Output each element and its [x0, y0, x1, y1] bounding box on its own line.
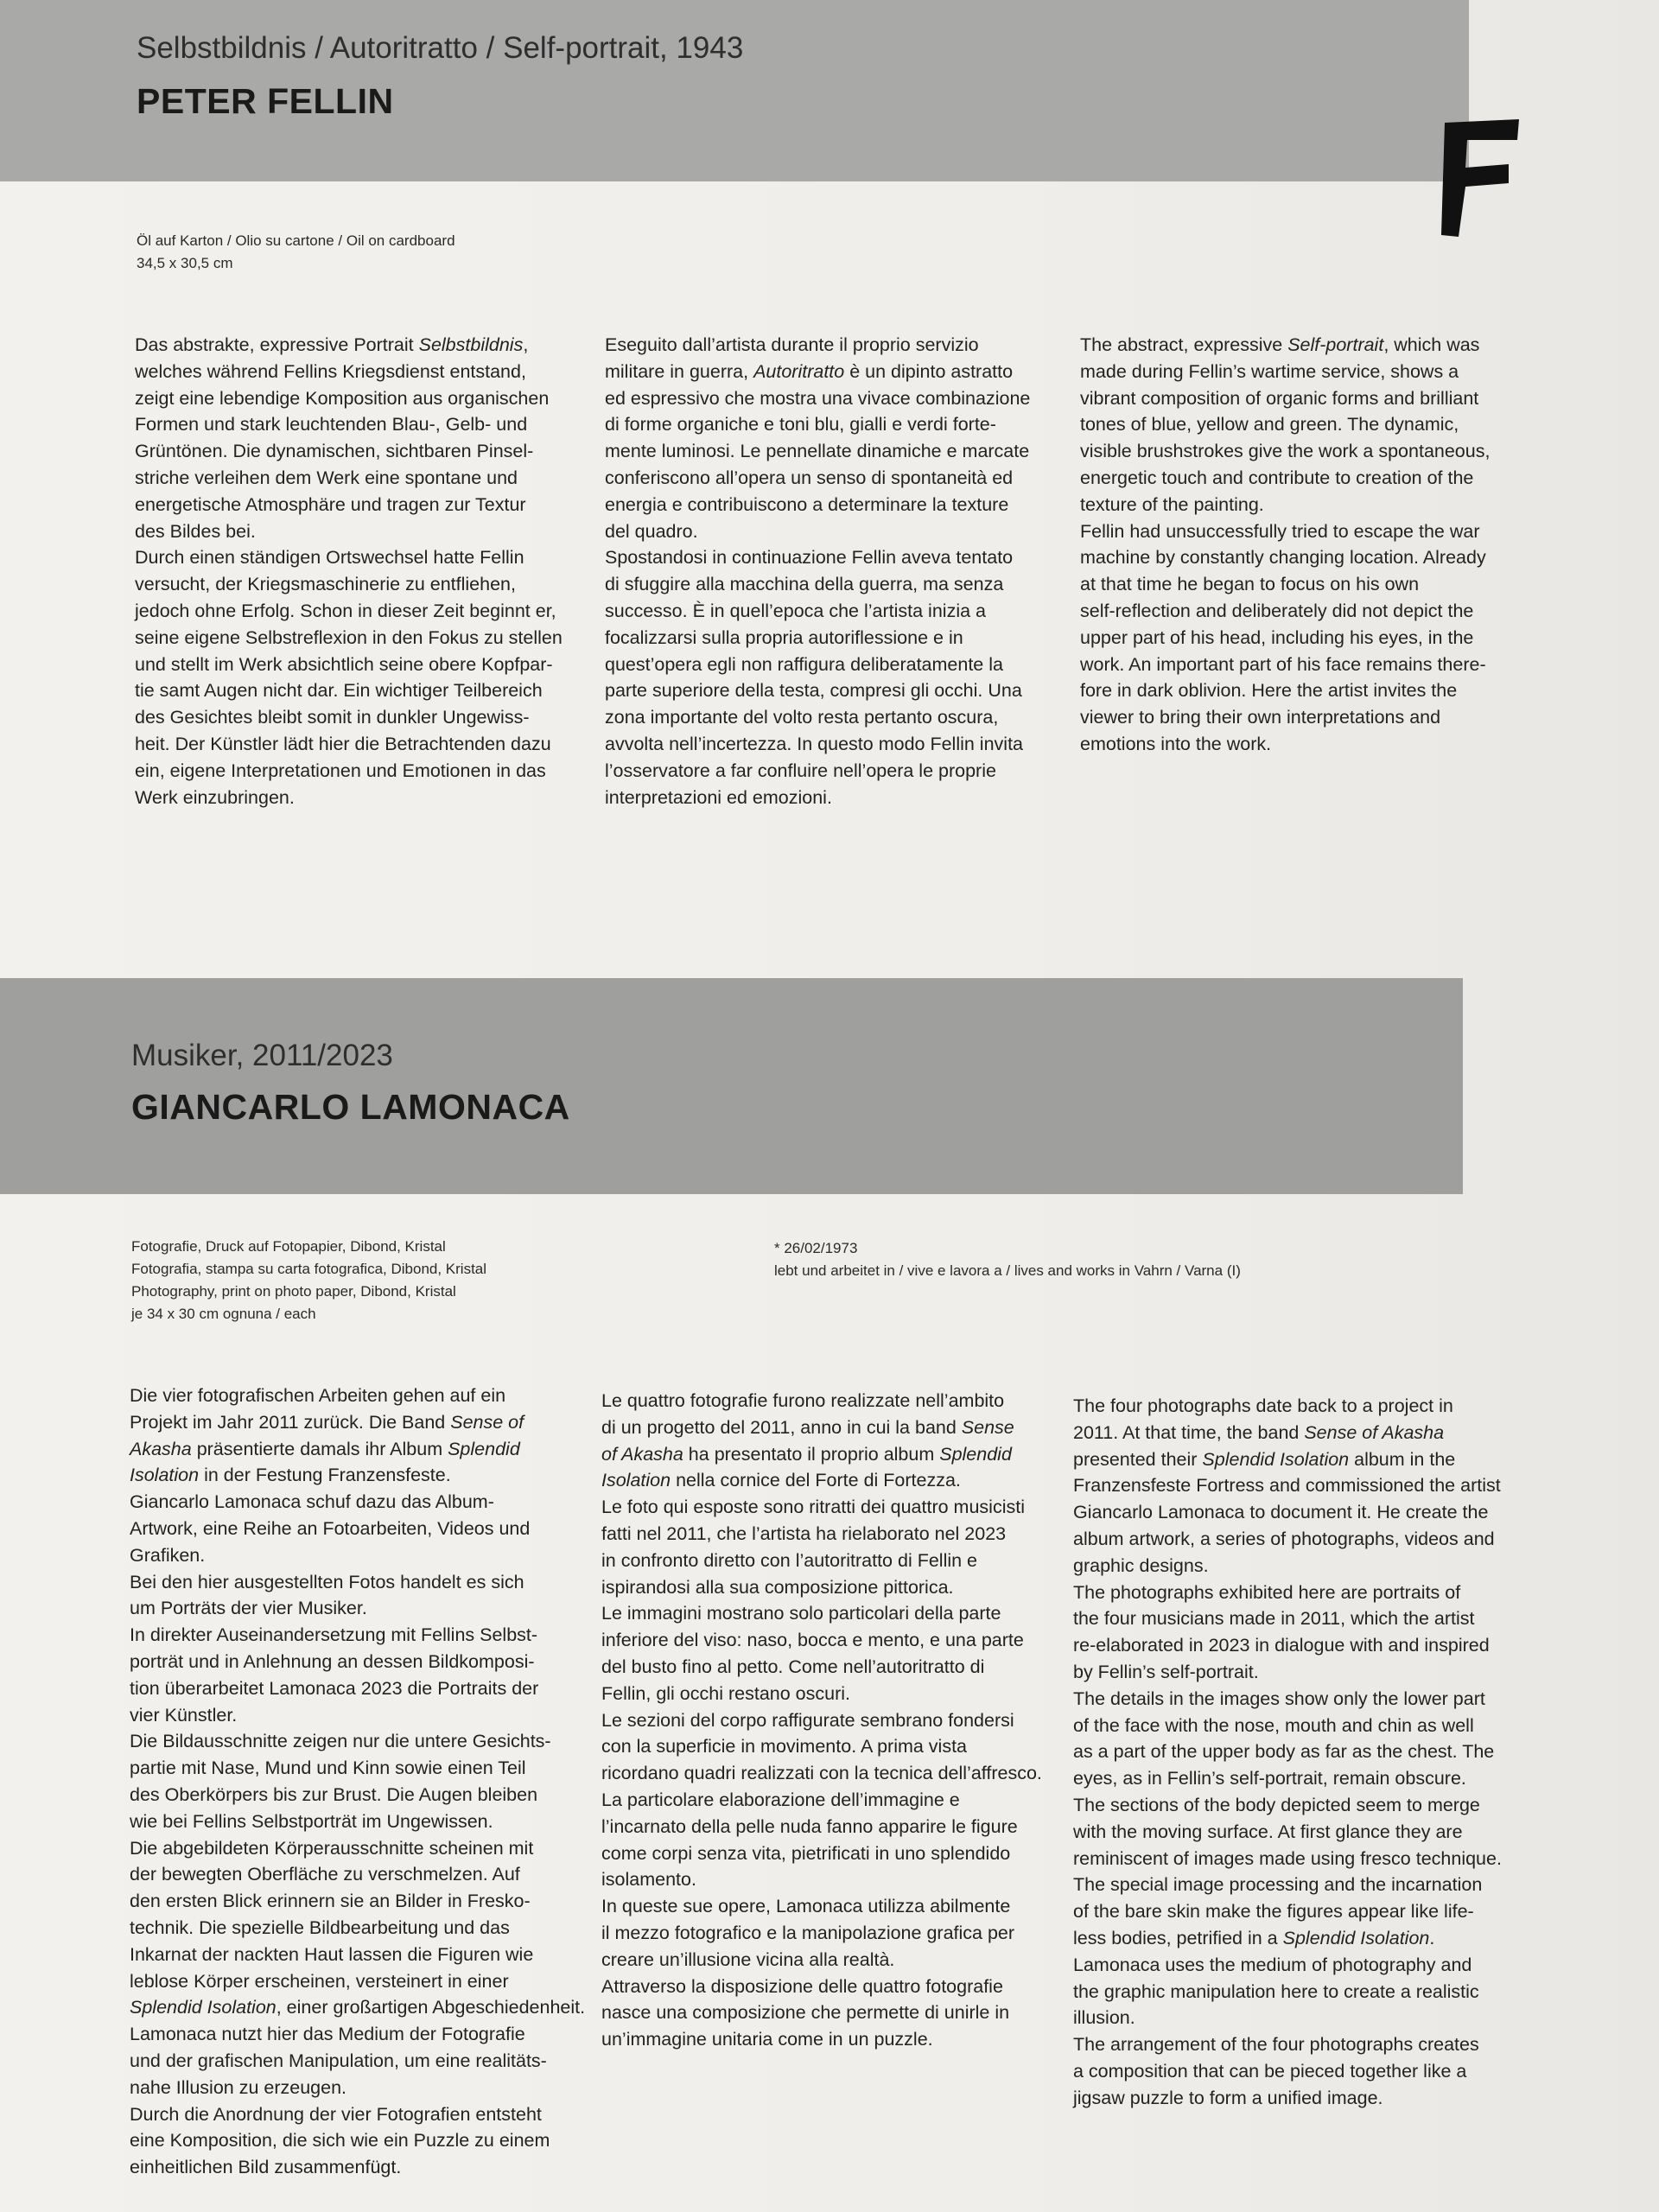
text-line: Lamonaca nutzt hier das Medium der Fotografie [130, 2024, 525, 2045]
text-line: self-reflection and deliberately did not depict the [1080, 600, 1474, 621]
text-line: eine Komposition, die sich wie ein Puzzle zu einem [130, 2130, 550, 2152]
text-line: Le foto qui esposte sono ritratti dei quattro musicisti [601, 1497, 1025, 1518]
text-line: machine by constantly changing location. Already [1080, 547, 1486, 569]
text-line: l’incarnato della pelle nuda fanno apparire le figure [601, 1815, 1018, 1837]
text-line: tion überarbeitet Lamonaca 2023 die Portraits der [130, 1677, 539, 1699]
text-line: La particolare elaborazione dell’immagine e [601, 1789, 960, 1810]
text-column-en [1080, 332, 1490, 758]
text-line: di un progetto del 2011, anno in cui la band Sense [601, 1416, 1014, 1438]
text-line: viewer to bring their own interpretations and [1080, 707, 1441, 728]
artwork-subtitle: Selbstbildnis / Autoritratto / Self-portrait, 1943 [137, 31, 744, 65]
text-line: den ersten Blick erinnern sie an Bilder in Fresko- [130, 1891, 531, 1912]
text-line: energetische Atmosphäre und tragen zur Textur [135, 493, 526, 515]
text-line: der bewegten Oberfläche zu verschmelzen. Auf [130, 1864, 520, 1885]
text-line: the four musicians made in 2011, which the artist [1073, 1608, 1475, 1630]
text-line: Akasha präsentierte damals ihr Album Splendid [130, 1438, 520, 1459]
text-line: The four photographs date back to a project in [1073, 1395, 1453, 1416]
text-line: Durch einen ständigen Ortswechsel hatte Fellin [135, 547, 524, 569]
text-line: The details in the images show only the lower part [1073, 1688, 1485, 1709]
text-line: The sections of the body depicted seem to merge [1073, 1794, 1480, 1815]
text-line: The photographs exhibited here are portraits of [1073, 1581, 1461, 1603]
text-line: The arrangement of the four photographs creates [1073, 2034, 1479, 2056]
text-line: as a part of the upper body as far as the chest. The [1073, 1741, 1495, 1763]
artist-bio-meta [774, 1237, 1241, 1282]
text-line: vibrant composition of organic forms and brilliant [1080, 387, 1479, 409]
text-line: und der grafischen Manipulation, um eine realitäts- [130, 2050, 547, 2071]
text-line: ed espressivo che mostra una vivace combinazione [605, 387, 1031, 409]
text-line: texture of the painting. [1080, 493, 1264, 515]
text-line: Das abstrakte, expressive Portrait Selbstbildnis, [135, 334, 529, 355]
header-band-lamonaca [0, 978, 1463, 1194]
text-line: zeigt eine lebendige Komposition aus organischen [135, 387, 550, 409]
text-line: presented their Splendid Isolation album in the [1073, 1448, 1456, 1470]
text-line: Eseguito dall’artista durante il proprio servizio [605, 334, 979, 355]
text-line: successo. È in quell’epoca che l’artista inizia a [605, 600, 986, 621]
text-line: Le quattro fotografie furono realizzate nell’ambito [601, 1390, 1005, 1411]
text-line: Durch die Anordnung der vier Fotografien entsteht [130, 2103, 542, 2125]
text-line: Die abgebildeten Körperausschnitte scheinen mit [130, 1837, 534, 1859]
text-line: ricordano quadri realizzati con la tecnica dell’affresco. [601, 1763, 1042, 1784]
f-logo-icon [1433, 114, 1529, 242]
text-line: with the moving surface. At first glance they are [1073, 1821, 1463, 1842]
text-line: upper part of his head, including his eyes, in the [1080, 626, 1474, 648]
text-line: di forme organiche e toni blu, gialli e verdi forte- [605, 414, 996, 435]
text-line: in confronto diretto con l’autoritratto di Fellin e [601, 1549, 978, 1571]
meta-line: Photography, print on photo paper, Dibond, Kristal [131, 1283, 456, 1300]
text-line: the graphic manipulation here to create a realistic [1073, 1980, 1479, 2002]
text-line: porträt und in Anlehnung an dessen Bildkomposi- [130, 1650, 535, 1672]
text-line: jigsaw puzzle to form a unified image. [1073, 2087, 1383, 2108]
text-line: um Porträts der vier Musiker. [130, 1598, 367, 1619]
text-line: graphic designs. [1073, 1554, 1209, 1576]
text-line: focalizzarsi sulla propria autoriflessione e in [605, 626, 963, 648]
text-line: Grüntönen. Die dynamischen, sichtbaren Pinsel- [135, 441, 534, 462]
text-line: Le sezioni del corpo raffigurate sembrano fondersi [601, 1709, 1014, 1731]
text-line: The abstract, expressive Self-portrait, which was [1080, 334, 1480, 355]
text-line: visible brushstrokes give the work a spontaneous, [1080, 441, 1491, 462]
text-line: Giancarlo Lamonaca to document it. He create the [1073, 1502, 1489, 1523]
text-line: album artwork, a series of photographs, videos and [1073, 1528, 1495, 1549]
text-line: of Akasha ha presentato il proprio album Splendid [601, 1443, 1012, 1465]
text-line: einheitlichen Bild zusammenfügt. [130, 2157, 402, 2178]
text-line: Projekt im Jahr 2011 zurück. Die Band Sense of [130, 1411, 524, 1433]
text-line: Isolation in der Festung Franzensfeste. [130, 1465, 451, 1486]
text-line: 2011. At that time, the band Sense of Akasha [1073, 1421, 1445, 1443]
text-line: un’immagine unitaria come in un puzzle. [601, 2029, 933, 2050]
text-line: energia e contribuiscono a determinare la texture [605, 493, 1009, 515]
text-line: In queste sue opere, Lamonaca utilizza abilmente [601, 1896, 1011, 1917]
text-line: Giancarlo Lamonaca schuf dazu das Album- [130, 1491, 494, 1513]
text-line: In direkter Auseinandersetzung mit Fellins Selbst- [130, 1624, 538, 1646]
text-line: partie mit Nase, Mund und Kinn sowie einen Teil [130, 1758, 526, 1779]
text-line: welches während Fellins Kriegsdienst entstand, [135, 360, 526, 382]
text-line: creare un’illusione vicina alla realtà. [601, 1948, 895, 1970]
meta-line: lebt und arbeitet in / vive e lavora a / lives and works in Vahrn / Varna (I) [774, 1262, 1241, 1279]
text-line: re-elaborated in 2023 in dialogue with and inspired [1073, 1635, 1490, 1656]
text-line: di sfuggire alla macchina della guerra, ma senza [605, 574, 1004, 595]
text-line: illusion. [1073, 2007, 1135, 2029]
text-line: less bodies, petrified in a Splendid Isolation. [1073, 1927, 1435, 1948]
text-line: avvolta nell’incertezza. In questo modo Fellin invita [605, 733, 1024, 754]
text-line: militare in guerra, Autoritratto è un dipinto astratto [605, 360, 1014, 382]
text-line: Splendid Isolation, einer großartigen Abgeschiedenheit. [130, 1997, 586, 2018]
text-line: by Fellin’s self-portrait. [1073, 1661, 1259, 1682]
text-line: del quadro. [605, 520, 698, 542]
meta-line: Fotografia, stampa su carta fotografica, Dibond, Kristal [131, 1261, 487, 1277]
artwork-meta [137, 230, 455, 275]
text-line: of the bare skin make the figures appear like life- [1073, 1901, 1474, 1923]
artist-name: PETER FELLIN [137, 81, 394, 121]
text-line: come corpi senza vita, pietrificati in uno splendido [601, 1842, 1011, 1864]
text-line: energetic touch and contribute to creation of the [1080, 467, 1474, 488]
text-column-en [1073, 1393, 1502, 2112]
text-line: mente luminosi. Le pennellate dinamiche e marcate [605, 441, 1030, 462]
text-line: ein, eigene Interpretationen und Emotionen in das [135, 760, 546, 781]
text-line: Fellin, gli occhi restano oscuri. [601, 1682, 850, 1704]
artist-name: GIANCARLO LAMONACA [131, 1087, 570, 1127]
text-line: ispirandosi alla sua composizione pittorica. [601, 1576, 954, 1598]
text-line: Bei den hier ausgestellten Fotos handelt es sich [130, 1571, 524, 1592]
text-line: l’osservatore a far confluire nell’opera le proprie [605, 760, 996, 781]
text-line: tie samt Augen nicht dar. Ein wichtiger Teilbereich [135, 680, 543, 702]
text-line: des Bildes bei. [135, 520, 256, 542]
text-line: of the face with the nose, mouth and chin as well [1073, 1714, 1474, 1736]
meta-line: * 26/02/1973 [774, 1240, 858, 1256]
text-line: Fellin had unsuccessfully tried to escape the war [1080, 520, 1480, 542]
text-line: heit. Der Künstler lädt hier die Betrachtenden dazu [135, 733, 551, 754]
meta-line: Fotografie, Druck auf Fotopapier, Dibond, Kristal [131, 1238, 446, 1255]
text-line: The special image processing and the incarnation [1073, 1874, 1483, 1896]
text-line: eyes, as in Fellin’s self-portrait, remain obscure. [1073, 1768, 1466, 1789]
meta-line: Öl auf Karton / Olio su cartone / Oil on cardboard [137, 232, 455, 249]
text-line: Artwork, eine Reihe an Fotoarbeiten, Videos und [130, 1517, 531, 1539]
artwork-meta [131, 1236, 486, 1325]
text-line: Die vier fotografischen Arbeiten gehen auf ein [130, 1385, 506, 1406]
text-line: vier Künstler. [130, 1704, 238, 1726]
text-column-de [130, 1382, 585, 2181]
text-line: parte superiore della testa, compresi gli occhi. Una [605, 680, 1022, 702]
text-line: Franzensfeste Fortress and commissioned the artist [1073, 1475, 1501, 1497]
text-column-it [605, 332, 1030, 810]
artwork-subtitle: Musiker, 2011/2023 [131, 1039, 393, 1072]
text-line: tones of blue, yellow and green. The dynamic, [1080, 414, 1459, 435]
meta-line: je 34 x 30 cm ognuna / each [131, 1306, 316, 1322]
text-line: isolamento. [601, 1869, 696, 1891]
text-column-it [601, 1388, 1042, 2053]
text-line: emotions into the work. [1080, 733, 1272, 754]
text-line: Grafiken. [130, 1544, 206, 1566]
text-line: technik. Die spezielle Bildbearbeitung und das [130, 1916, 510, 1938]
text-line: Spostandosi in continuazione Fellin aveva tentato [605, 547, 1014, 569]
text-line: Attraverso la disposizione delle quattro fotografie [601, 1975, 1003, 1997]
text-line: inferiore del viso: naso, bocca e mento, e una parte [601, 1630, 1024, 1651]
text-column-de [135, 332, 563, 810]
text-line: und stellt im Werk absichtlich seine obere Kopfpar- [135, 653, 553, 675]
text-line: Lamonaca uses the medium of photography and [1073, 1954, 1472, 1975]
text-line: leblose Körper erscheinen, versteinert in einer [130, 1970, 509, 1992]
text-line: Formen und stark leuchtenden Blau-, Gelb- und [135, 414, 528, 435]
text-line: Isolation nella cornice del Forte di Fortezza. [601, 1470, 961, 1491]
meta-line: 34,5 x 30,5 cm [137, 255, 233, 271]
text-line: Werk einzubringen. [135, 786, 295, 808]
text-line: versucht, der Kriegsmaschinerie zu entfliehen, [135, 574, 516, 595]
text-line: Inkarnat der nackten Haut lassen die Figuren wie [130, 1943, 534, 1965]
text-line: interpretazioni ed emozioni. [605, 786, 832, 808]
text-line: des Gesichtes bleibt somit in dunkler Ungewiss- [135, 707, 530, 728]
text-line: a composition that can be pieced together like a [1073, 2060, 1467, 2082]
text-line: seine eigene Selbstreflexion in den Fokus zu stellen [135, 626, 563, 648]
text-line: del busto fino al petto. Come nell’autoritratto di [601, 1656, 985, 1677]
text-line: reminiscent of images made using fresco technique. [1073, 1847, 1502, 1869]
text-line: striche verleihen dem Werk eine spontane und [135, 467, 518, 488]
text-line: at that time he began to focus on his own [1080, 574, 1420, 595]
text-line: des Oberkörpers bis zur Brust. Die Augen bleiben [130, 1783, 538, 1805]
text-line: zona importante del volto resta pertanto oscura, [605, 707, 999, 728]
text-line: wie bei Fellins Selbstporträt im Ungewissen. [130, 1810, 493, 1832]
text-line: il mezzo fotografico e la manipolazione grafica per [601, 1922, 1015, 1943]
text-line: jedoch ohne Erfolg. Schon in dieser Zeit beginnt er, [135, 600, 556, 621]
text-line: nahe Illusion zu erzeugen. [130, 2076, 347, 2098]
text-line: fatti nel 2011, che l’artista ha rielaborato nel 2023 [601, 1522, 1007, 1544]
text-line: made during Fellin’s wartime service, shows a [1080, 360, 1459, 382]
text-line: Die Bildausschnitte zeigen nur die untere Gesichts- [130, 1731, 551, 1752]
text-line: nasce una composizione che permette di unirle in [601, 2002, 1010, 2024]
text-line: quest’opera egli non raffigura deliberatamente la [605, 653, 1003, 675]
text-line: con la superficie in movimento. A prima vista [601, 1736, 968, 1758]
text-line: fore in dark oblivion. Here the artist invites the [1080, 680, 1458, 702]
text-line: Le immagini mostrano solo particolari della parte [601, 1603, 1001, 1624]
text-line: work. An important part of his face remains there- [1080, 653, 1486, 675]
text-line: conferiscono all’opera un senso di spontaneità ed [605, 467, 1014, 488]
